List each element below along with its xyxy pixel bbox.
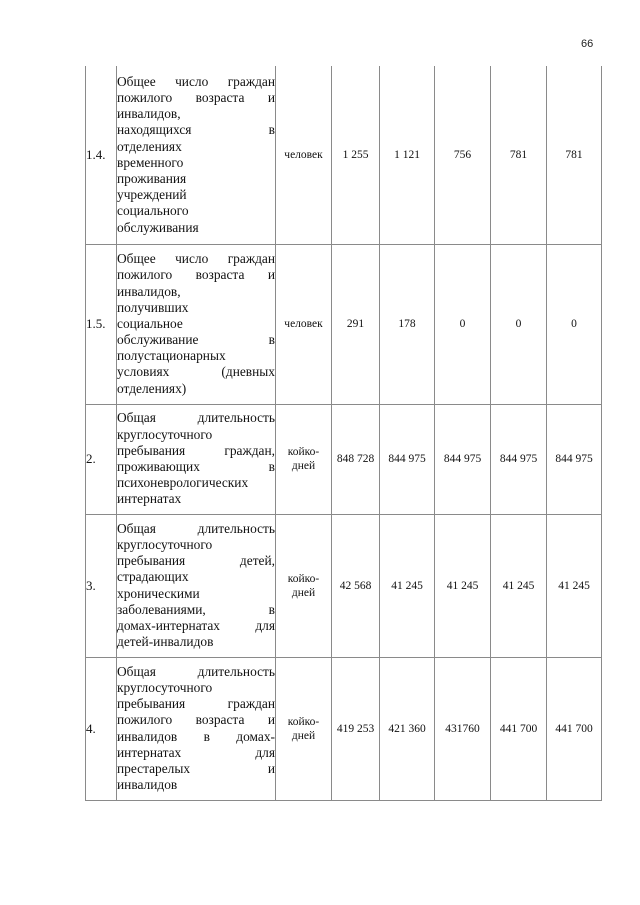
row-value: 41 245: [380, 514, 435, 657]
unit-line: дней: [291, 729, 316, 742]
row-value: 781: [547, 66, 602, 244]
row-value: 41 245: [547, 514, 602, 657]
description-line: заболеваниями, в: [117, 601, 275, 617]
description-line: круглосуточного: [117, 679, 213, 695]
row-value: 844 975: [547, 404, 602, 514]
row-value: 756: [435, 66, 491, 244]
description-line: интернатах: [117, 491, 182, 507]
description-line: полустационарных: [117, 348, 226, 364]
row-number: 4.: [86, 657, 117, 800]
row-description: [117, 404, 276, 514]
row-value: 1 255: [332, 66, 380, 244]
description-line: страдающих: [117, 569, 189, 585]
row-value: 178: [380, 244, 435, 404]
row-description: [117, 66, 276, 244]
row-value: 848 728: [332, 404, 380, 514]
description-line: интернатах для: [117, 744, 275, 760]
row-value: 844 975: [380, 404, 435, 514]
description-line: обслуживание в: [117, 332, 275, 348]
row-description: [117, 657, 276, 800]
description-line: учреждений: [117, 187, 187, 203]
data-table: [85, 66, 602, 801]
description-line: условиях (дневных: [117, 364, 275, 380]
row-unit: [276, 514, 332, 657]
table-row: [86, 404, 602, 514]
description-line: инвалидов,: [117, 106, 181, 122]
row-value: 441 700: [491, 657, 547, 800]
row-value: 1 121: [380, 66, 435, 244]
unit-line: дней: [291, 586, 316, 599]
description-line: Общее число граждан: [117, 251, 275, 267]
row-value: 441 700: [547, 657, 602, 800]
description-line: инвалидов в домах-: [117, 728, 275, 744]
row-value: 291: [332, 244, 380, 404]
description-line: Общее число граждан: [117, 73, 275, 89]
description-line: Общая длительность: [117, 663, 275, 679]
description-line: пребывания граждан: [117, 696, 275, 712]
description-line: пожилого возраста и: [117, 90, 275, 105]
description-line: круглосуточного: [117, 426, 213, 442]
table-row: [86, 244, 602, 404]
description-line: находящихся в: [117, 122, 275, 138]
description-line: проживания: [117, 170, 187, 186]
description-line: психоневрологических: [117, 475, 249, 491]
description-line: детей-инвалидов: [117, 634, 214, 650]
row-value: 844 975: [435, 404, 491, 514]
row-value: 421 360: [380, 657, 435, 800]
row-value: 781: [491, 66, 547, 244]
description-line: инвалидов,: [117, 283, 181, 299]
row-value: 41 245: [435, 514, 491, 657]
unit-line: человек: [284, 148, 323, 161]
unit-line: человек: [284, 318, 323, 330]
description-line: социального: [117, 203, 189, 219]
description-line: получивших: [117, 299, 189, 315]
table-body: [86, 66, 602, 800]
row-number: 2.: [86, 404, 117, 514]
description-line: пожилого возраста и: [117, 267, 275, 283]
description-line: престарелых и: [117, 760, 275, 776]
unit-line: койко-: [287, 715, 320, 728]
page-number: 66: [581, 38, 594, 50]
row-description: [117, 244, 276, 404]
row-unit: [276, 657, 332, 800]
row-value: 419 253: [332, 657, 380, 800]
row-value: 0: [435, 244, 491, 404]
description-line: обслуживания: [117, 219, 199, 235]
table-row: [86, 66, 602, 244]
description-line: пожилого возраста и: [117, 712, 275, 728]
row-unit: [276, 244, 332, 404]
row-value: 41 245: [491, 514, 547, 657]
description-line: хроническими: [117, 585, 200, 601]
unit-line: койко-: [287, 446, 320, 458]
row-description: [117, 514, 276, 657]
description-line: домах-интернатах для: [117, 617, 275, 633]
row-number: 1.5.: [86, 244, 117, 404]
description-line: инвалидов: [117, 777, 178, 793]
row-value: 42 568: [332, 514, 380, 657]
row-value: 844 975: [491, 404, 547, 514]
description-line: пребывания граждан,: [117, 442, 275, 458]
description-line: круглосуточного: [117, 536, 213, 552]
row-value: 431760: [435, 657, 491, 800]
description-line: проживающих в: [117, 459, 275, 474]
description-line: Общая длительность: [117, 410, 275, 426]
row-unit: [276, 66, 332, 244]
row-number: 1.4.: [86, 66, 117, 244]
description-line: отделениях): [117, 380, 187, 396]
description-line: социальное: [117, 315, 183, 331]
table-row: [86, 514, 602, 657]
row-unit: [276, 404, 332, 514]
description-line: отделениях: [117, 138, 182, 154]
table-row: [86, 657, 602, 800]
description-line: пребывания детей,: [117, 553, 275, 569]
unit-line: койко-: [287, 572, 320, 585]
row-number: 3.: [86, 514, 117, 657]
row-value: 0: [491, 244, 547, 404]
description-line: Общая длительность: [117, 520, 275, 536]
row-value: 0: [547, 244, 602, 404]
unit-line: дней: [291, 460, 316, 472]
description-line: временного: [117, 154, 184, 170]
